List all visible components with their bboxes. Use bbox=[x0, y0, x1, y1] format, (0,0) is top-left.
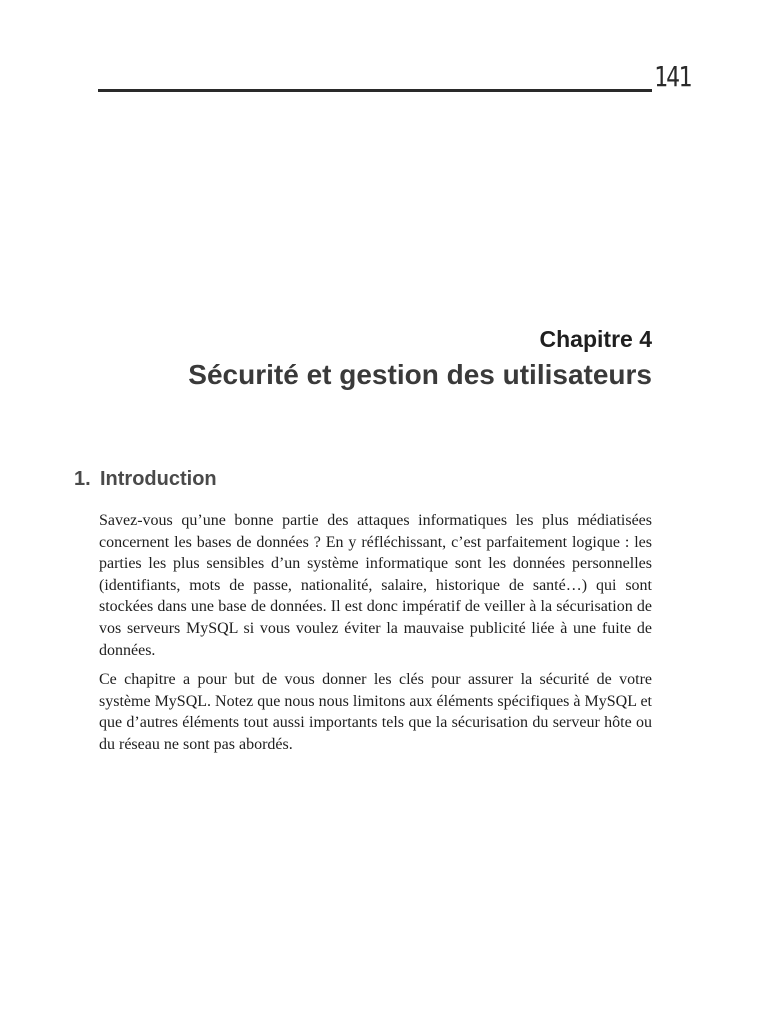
section-title: Introduction bbox=[100, 468, 217, 490]
chapter-label: Chapitre 4 bbox=[539, 326, 652, 352]
header-rule bbox=[98, 89, 652, 92]
section-number: 1. bbox=[74, 468, 91, 490]
chapter-title: Sécurité et gestion des utilisateurs bbox=[188, 359, 652, 390]
section-heading bbox=[74, 468, 217, 491]
paragraph: Ce chapitre a pour but de vous donner les clés pour assurer la sécurité de votre système MySQL. Notez que nous nous limitons aux éléments spécifiques à MySQL et que d’autres éléments tout aussi importants tels que la sécurisation du serveur hôte ou du réseau ne sont pas abordés. bbox=[99, 671, 652, 753]
page-number: 141 bbox=[654, 60, 691, 93]
body-text bbox=[99, 510, 652, 764]
paragraph: Savez-vous qu’une bonne partie des attaques informatiques les plus médiatisées concernent les bases de données ? En y réfléchissant, c’est parfaitement logique : les parties les plus sensibles d’un système informatique sont les données personnelles (identifiants, mots de passe, nationalité, salaire, historique de santé…) qui sont stockées dans une base de données. Il est donc impératif de veiller à la sécurisation de vos serveurs MySQL si vous voulez éviter la mauvaise publicité liée à une fuite de données. bbox=[99, 512, 652, 659]
